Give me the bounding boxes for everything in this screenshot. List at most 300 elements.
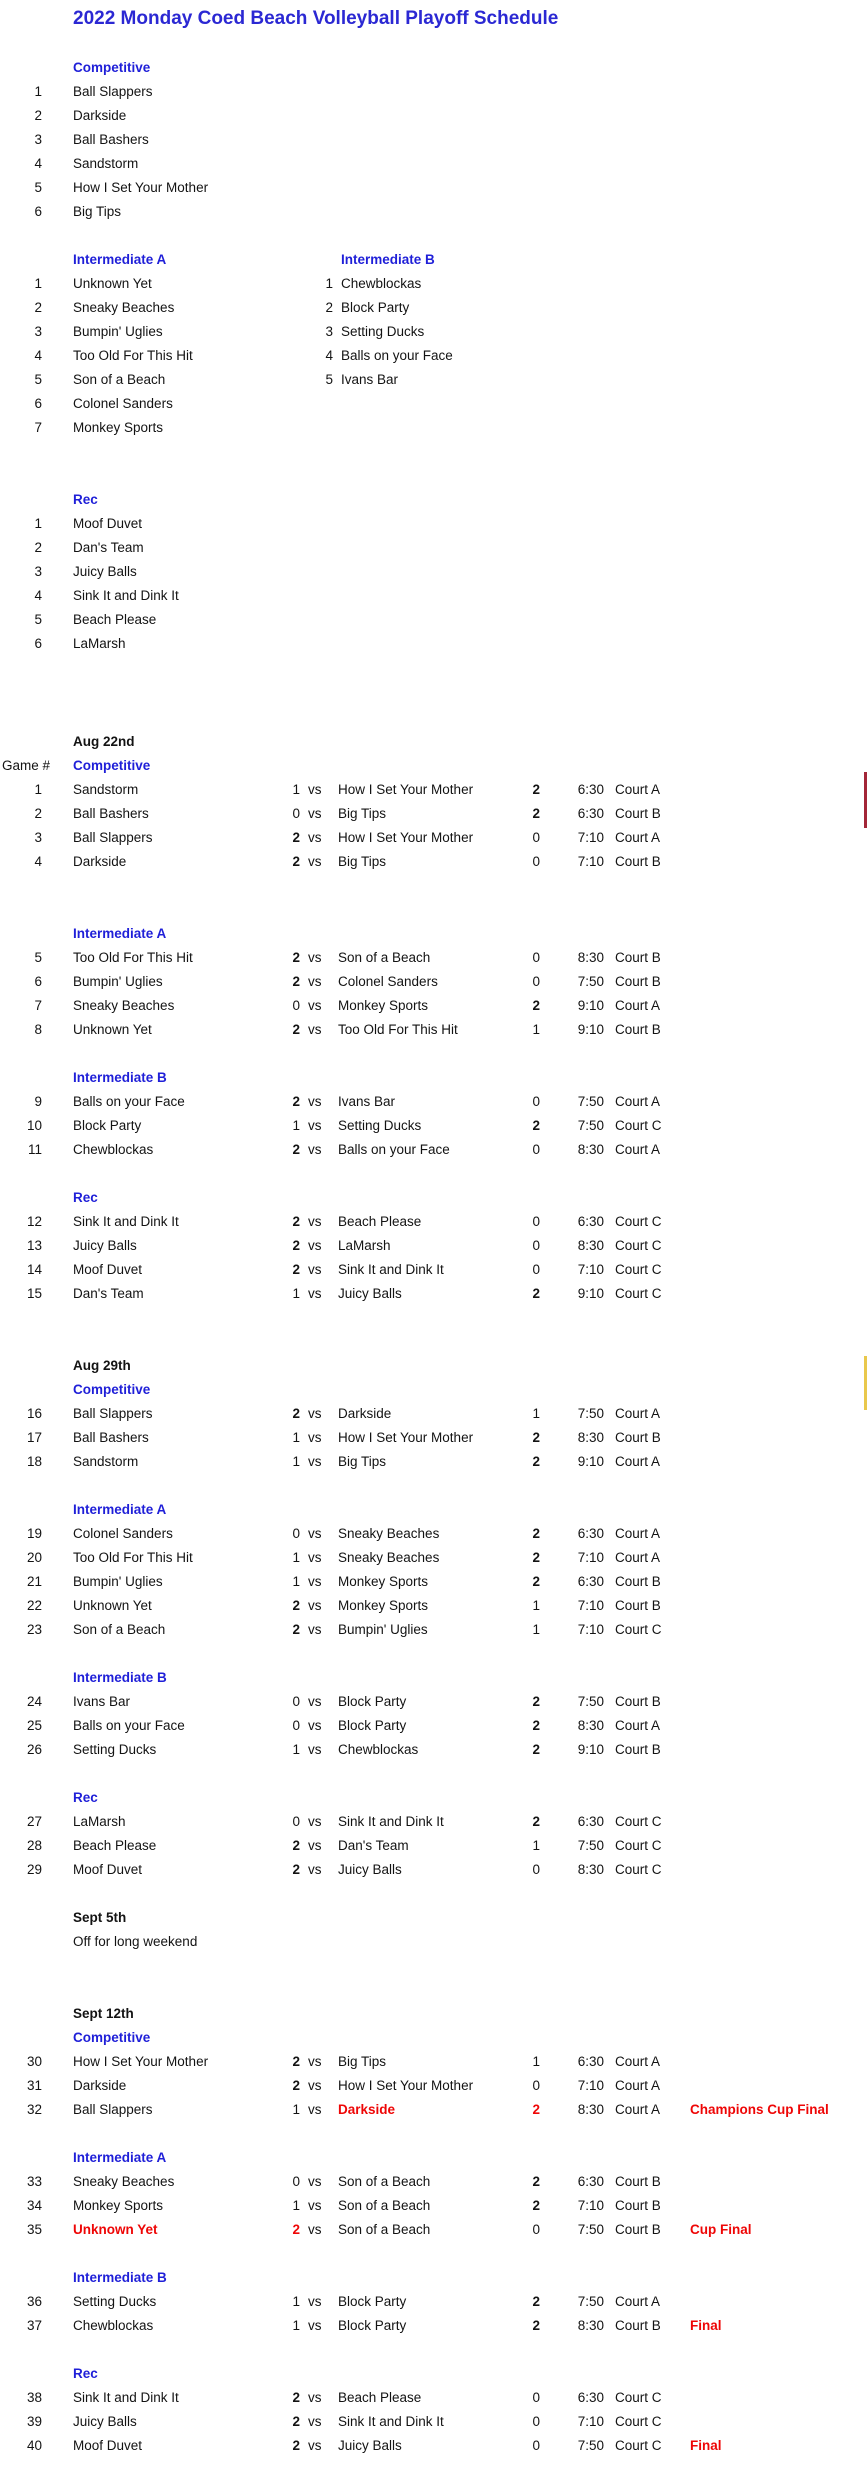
away-score: 2 [532,2102,540,2117]
away-team: Juicy Balls [338,2438,402,2453]
away-team: Big Tips [338,854,387,869]
vs-label: vs [308,806,322,821]
game-row [0,1114,868,1138]
game-time: 7:10 [577,1262,604,1277]
game-row [0,1858,868,1882]
away-team: Bumpin' Uglies [338,1622,428,1637]
roster-row [0,632,868,656]
game-time: 7:50 [577,2222,604,2237]
game-final-label: Champions Cup Final [690,2102,829,2117]
game-row [0,850,868,874]
game-time: 7:50 [577,1838,604,1853]
roster-team-number: 4 [34,156,42,171]
game-row [0,2194,868,2218]
home-score: 2 [292,974,300,989]
home-team: Bumpin' Uglies [73,1574,163,1589]
roster-row [0,104,868,128]
game-court: Court C [615,2414,662,2429]
roster-team-name: Ball Slappers [73,84,153,99]
game-number: 17 [26,1430,42,1445]
game-row [0,2314,868,2338]
home-team: Setting Ducks [73,2294,157,2309]
roster-team-name: Colonel Sanders [73,396,173,411]
away-team: Block Party [338,1694,407,1709]
game-row [0,1546,868,1570]
roster-row [0,416,868,440]
vs-label: vs [308,998,322,1013]
away-score: 0 [532,974,540,989]
roster-team-name: Sandstorm [73,156,139,171]
home-score: 1 [292,1286,300,1301]
roster-division-header: Intermediate B [341,252,435,267]
game-row [0,970,868,994]
game-row [0,2098,868,2122]
home-team: Moof Duvet [73,1862,143,1877]
roster-team-number: 2 [325,300,333,315]
away-team: Chewblockas [338,1742,419,1757]
game-number: 28 [26,1838,42,1853]
home-team: Sink It and Dink It [73,2390,179,2405]
game-row [0,1210,868,1234]
game-row [0,2170,868,2194]
home-score: 2 [292,1262,300,1277]
roster-team-name: Big Tips [73,204,122,219]
home-score: 2 [292,2222,300,2237]
game-number: 36 [26,2294,42,2309]
away-score: 2 [532,1526,540,1541]
roster-row [0,392,868,416]
roster-row [0,584,868,608]
game-number: 26 [26,1742,42,1757]
roster-row [0,512,868,536]
home-score: 1 [292,2318,300,2333]
game-number: 12 [26,1214,42,1229]
vs-label: vs [308,2198,322,2213]
game-number: 6 [34,974,42,989]
home-team: Block Party [73,1118,142,1133]
vs-label: vs [308,2294,322,2309]
date-header: Aug 29th [73,1358,131,1373]
game-court: Court C [615,1862,662,1877]
away-team: How I Set Your Mother [338,1430,474,1445]
home-score: 2 [292,1142,300,1157]
game-court: Court B [615,1430,661,1445]
game-time: 9:10 [577,1454,604,1469]
game-number: 25 [26,1718,42,1733]
game-row [0,1690,868,1714]
game-court: Court B [615,854,661,869]
away-team: Son of a Beach [338,950,431,965]
away-team: Monkey Sports [338,1574,429,1589]
division-header: Competitive [73,2030,151,2045]
home-score: 1 [292,1550,300,1565]
away-score: 1 [532,1022,540,1037]
home-team: Sneaky Beaches [73,998,175,1013]
game-row [0,1522,868,1546]
game-number-column-label: Game # [2,758,51,773]
away-team: Sink It and Dink It [338,1262,444,1277]
page-edge-marker-yellow [864,1356,867,1410]
game-court: Court B [615,1022,661,1037]
game-time: 8:30 [577,2318,604,2333]
home-team: Ball Bashers [73,1430,149,1445]
roster-team-number: 7 [34,420,42,435]
away-team: Block Party [338,1718,407,1733]
home-score: 1 [292,2102,300,2117]
away-team: Big Tips [338,1454,387,1469]
game-time: 7:10 [577,1622,604,1637]
vs-label: vs [308,1262,322,1277]
vs-label: vs [308,1814,322,1829]
division-header-row [0,754,868,778]
roster-team-number: 5 [34,612,42,627]
game-court: Court B [615,974,661,989]
vs-label: vs [308,1622,322,1637]
vs-label: vs [308,782,322,797]
game-court: Court A [615,1718,661,1733]
date-header-row [0,1906,868,1930]
game-row [0,2074,868,2098]
game-number: 1 [34,782,42,797]
date-header: Sept 12th [73,2006,134,2021]
game-court: Court C [615,1214,662,1229]
away-score: 0 [532,1862,540,1877]
game-number: 34 [26,2198,42,2213]
roster-team-number: 3 [34,564,42,579]
away-team: Sink It and Dink It [338,2414,444,2429]
away-score: 0 [532,2414,540,2429]
home-score: 2 [292,2054,300,2069]
game-number: 24 [26,1694,42,1709]
roster-team-name: Son of a Beach [73,372,166,387]
home-team: Sandstorm [73,782,139,797]
date-header-row [0,1354,868,1378]
game-row [0,1594,868,1618]
vs-label: vs [308,1742,322,1757]
roster-team-number: 2 [34,108,42,123]
game-court: Court C [615,1838,662,1853]
game-time: 7:50 [577,974,604,989]
away-score: 2 [532,1742,540,1757]
away-score: 0 [532,1238,540,1253]
away-score: 2 [532,2198,540,2213]
home-score: 0 [292,1814,300,1829]
page-title: 2022 Monday Coed Beach Volleyball Playoff Schedule [73,8,559,29]
game-time: 7:10 [577,1550,604,1565]
home-score: 2 [292,1022,300,1037]
game-row [0,2050,868,2074]
date-header: Aug 22nd [73,734,135,749]
game-court: Court C [615,2438,662,2453]
roster-team-number: 5 [34,180,42,195]
vs-label: vs [308,1118,322,1133]
away-score: 2 [532,2294,540,2309]
roster-row [0,560,868,584]
away-score: 0 [532,2390,540,2405]
roster-team-number: 6 [34,396,42,411]
date-header-row [0,2002,868,2026]
game-court: Court C [615,1622,662,1637]
roster-team-name: Sneaky Beaches [73,300,175,315]
away-score: 2 [532,806,540,821]
roster-team-number: 1 [34,276,42,291]
vs-label: vs [308,1718,322,1733]
game-row [0,1714,868,1738]
game-court: Court A [615,2102,661,2117]
home-score: 0 [292,2174,300,2189]
vs-label: vs [308,2222,322,2237]
vs-label: vs [308,854,322,869]
roster-team-number: 2 [34,540,42,555]
away-score: 0 [532,854,540,869]
game-row [0,826,868,850]
roster-row [0,608,868,632]
home-score: 2 [292,2078,300,2093]
game-row [0,1234,868,1258]
vs-label: vs [308,2102,322,2117]
game-court: Court B [615,950,661,965]
game-row [0,1258,868,1282]
game-time: 6:30 [577,1526,604,1541]
away-score: 1 [532,1622,540,1637]
game-number: 11 [27,1142,42,1157]
away-score: 2 [532,1814,540,1829]
game-time: 8:30 [577,1718,604,1733]
game-court: Court A [615,1094,661,1109]
away-team: Monkey Sports [338,998,429,1013]
home-team: How I Set Your Mother [73,2054,209,2069]
vs-label: vs [308,2174,322,2189]
game-number: 16 [26,1406,42,1421]
home-score: 0 [292,806,300,821]
vs-label: vs [308,2390,322,2405]
home-team: Beach Please [73,1838,157,1853]
game-court: Court B [615,1574,661,1589]
division-header: Intermediate A [73,926,167,941]
away-team: Too Old For This Hit [338,1022,458,1037]
game-row [0,1426,868,1450]
home-score: 2 [292,2414,300,2429]
away-score: 2 [532,1574,540,1589]
away-team: Monkey Sports [338,1598,429,1613]
vs-label: vs [308,1238,322,1253]
game-time: 8:30 [577,950,604,965]
home-score: 2 [292,1598,300,1613]
game-time: 9:10 [577,1742,604,1757]
vs-label: vs [308,1526,322,1541]
away-team: Big Tips [338,806,387,821]
game-number: 18 [26,1454,42,1469]
game-time: 9:10 [577,1022,604,1037]
home-team: Sandstorm [73,1454,139,1469]
division-header-row [0,2362,868,2386]
game-number: 3 [34,830,42,845]
game-time: 8:30 [577,1142,604,1157]
game-time: 7:10 [577,2078,604,2093]
vs-label: vs [308,1550,322,1565]
home-score: 2 [292,2438,300,2453]
game-time: 7:10 [577,2414,604,2429]
game-number: 39 [26,2414,42,2429]
vs-label: vs [308,1454,322,1469]
game-number: 21 [26,1574,42,1589]
game-court: Court A [615,1526,661,1541]
game-row [0,1282,868,1306]
away-team: Setting Ducks [338,1118,422,1133]
division-header-row [0,1786,868,1810]
game-row [0,1834,868,1858]
away-score: 2 [532,1550,540,1565]
roster-team-name: Setting Ducks [341,324,425,339]
vs-label: vs [308,1574,322,1589]
roster-team-name: Moof Duvet [73,516,143,531]
roster-division-header: Intermediate A [73,252,167,267]
home-score: 2 [292,1238,300,1253]
game-number: 19 [26,1526,42,1541]
home-team: Unknown Yet [73,1022,152,1037]
away-team: Ivans Bar [338,1094,396,1109]
game-row [0,1138,868,1162]
division-header-row [0,1498,868,1522]
game-row [0,946,868,970]
away-team: Son of a Beach [338,2198,431,2213]
away-score: 2 [532,2174,540,2189]
away-team: How I Set Your Mother [338,782,474,797]
away-team: Darkside [338,2102,396,2117]
home-score: 2 [292,1838,300,1853]
game-court: Court B [615,2318,661,2333]
game-number: 35 [26,2222,42,2237]
game-time: 6:30 [577,782,604,797]
roster-row [0,176,868,200]
away-team: Juicy Balls [338,1286,402,1301]
roster-team-name: Too Old For This Hit [73,348,193,363]
home-team: Darkside [73,854,127,869]
date-header-row [0,730,868,754]
away-team: Colonel Sanders [338,974,438,989]
away-score: 0 [532,1094,540,1109]
roster-header-row [0,56,868,80]
roster-row [0,344,868,368]
home-team: Unknown Yet [73,2222,158,2237]
vs-label: vs [308,1862,322,1877]
home-team: Ball Bashers [73,806,149,821]
away-team: Block Party [338,2294,407,2309]
home-score: 2 [292,1406,300,1421]
game-final-label: Final [690,2438,722,2453]
home-team: Setting Ducks [73,1742,157,1757]
home-score: 2 [292,2390,300,2405]
home-score: 0 [292,1694,300,1709]
roster-team-number: 4 [34,348,42,363]
roster-team-name: Ivans Bar [341,372,399,387]
away-score: 0 [532,1262,540,1277]
game-number: 30 [26,2054,42,2069]
game-number: 5 [34,950,42,965]
away-score: 0 [532,2222,540,2237]
game-court: Court A [615,2054,661,2069]
game-time: 6:30 [577,2174,604,2189]
away-score: 2 [532,1694,540,1709]
roster-team-name: Bumpin' Uglies [73,324,163,339]
game-court: Court A [615,1454,661,1469]
division-header-row [0,1666,868,1690]
game-time: 9:10 [577,1286,604,1301]
home-team: Juicy Balls [73,1238,137,1253]
vs-label: vs [308,950,322,965]
roster-division-header: Competitive [73,60,151,75]
roster-team-name: Darkside [73,108,127,123]
away-score: 0 [532,2078,540,2093]
game-number: 4 [34,854,42,869]
vs-label: vs [308,2318,322,2333]
home-team: Ball Slappers [73,830,153,845]
roster-team-number: 6 [34,636,42,651]
home-team: Unknown Yet [73,1598,152,1613]
game-number: 31 [26,2078,42,2093]
home-score: 2 [292,830,300,845]
away-score: 0 [532,830,540,845]
home-score: 1 [292,1118,300,1133]
vs-label: vs [308,1094,322,1109]
division-header: Rec [73,1190,98,1205]
game-number: 27 [26,1814,42,1829]
division-header-row [0,922,868,946]
home-team: Sink It and Dink It [73,1214,179,1229]
game-court: Court A [615,1142,661,1157]
roster-team-number: 1 [34,84,42,99]
division-header: Intermediate A [73,2150,167,2165]
away-score: 2 [532,2318,540,2333]
roster-team-name: Beach Please [73,612,157,627]
game-court: Court B [615,1694,661,1709]
home-score: 0 [292,998,300,1013]
game-time: 7:50 [577,1694,604,1709]
game-court: Court B [615,2174,661,2189]
away-team: Beach Please [338,1214,422,1229]
game-final-label: Cup Final [690,2222,752,2237]
roster-team-name: Balls on your Face [341,348,453,363]
home-team: Bumpin' Uglies [73,974,163,989]
away-team: How I Set Your Mother [338,830,474,845]
away-team: Big Tips [338,2054,387,2069]
roster-team-number: 5 [34,372,42,387]
game-row [0,1810,868,1834]
roster-team-name: How I Set Your Mother [73,180,209,195]
page-edge-marker-dark-red [864,772,867,828]
roster-team-number: 3 [34,324,42,339]
home-score: 2 [292,1622,300,1637]
game-court: Court A [615,998,661,1013]
roster-team-name: Monkey Sports [73,420,164,435]
game-row [0,1090,868,1114]
roster-team-number: 3 [34,132,42,147]
game-court: Court B [615,1598,661,1613]
roster-team-name: Chewblockas [341,276,422,291]
away-score: 2 [532,1430,540,1445]
game-row [0,1018,868,1042]
game-court: Court A [615,2078,661,2093]
game-row [0,2434,868,2458]
roster-row [0,80,868,104]
game-number: 37 [26,2318,42,2333]
game-time: 6:30 [577,2054,604,2069]
home-team: Balls on your Face [73,1094,185,1109]
game-row [0,778,868,802]
vs-label: vs [308,1022,322,1037]
game-number: 33 [26,2174,42,2189]
roster-team-name: Unknown Yet [73,276,152,291]
